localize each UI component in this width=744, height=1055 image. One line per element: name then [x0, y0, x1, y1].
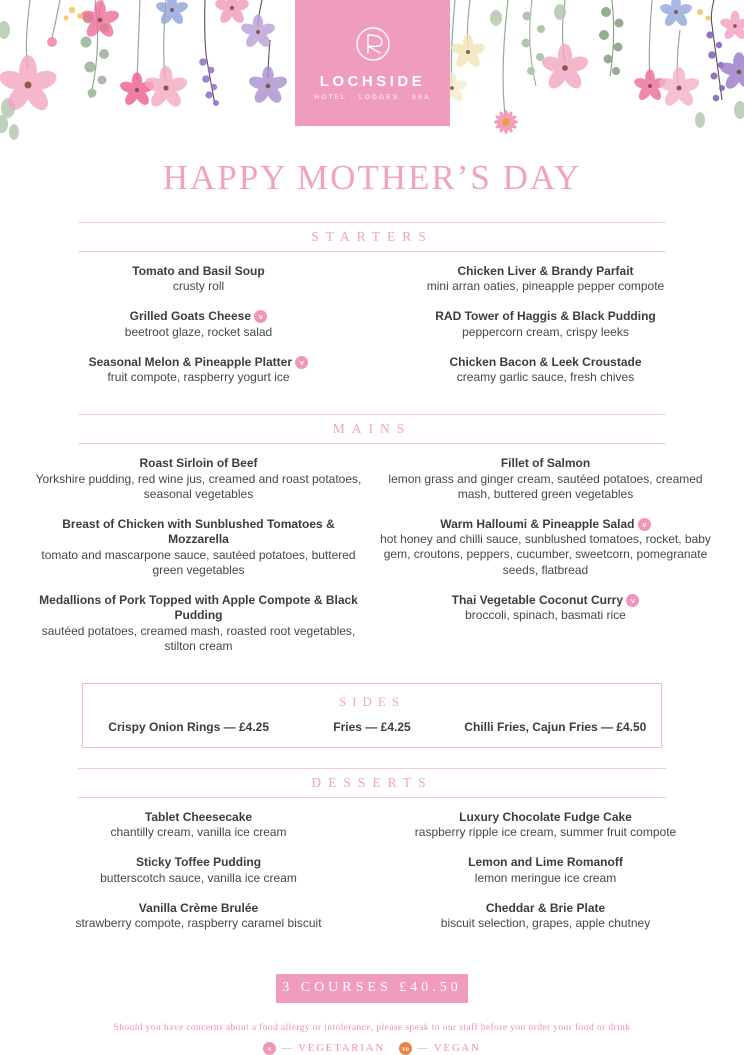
section-items-mains [32, 456, 712, 668]
menu-item-name: Vanilla Crème Brulée [138, 900, 259, 915]
menu-item [379, 456, 712, 502]
menu-item-description: broccoli, spinach, basmati rice [465, 608, 626, 623]
menu-item [379, 901, 712, 931]
side-item: Chilli Fries, Cajun Fries — £4.50 [464, 719, 647, 734]
sides-items [97, 720, 647, 734]
menu-item [379, 810, 712, 840]
menu-item-description: lemon meringue ice cream [474, 870, 617, 885]
side-item: Fries — £4.25 [333, 719, 411, 734]
menu-item [32, 264, 365, 294]
menu-column [379, 456, 712, 668]
legend-label: — VEGETARIAN [281, 1043, 386, 1055]
menu-item-description: Yorkshire pudding, red wine jus, creamed and roast potatoes, seasonal vegetables [35, 471, 362, 501]
menu-item [32, 309, 365, 339]
menu-column [379, 810, 712, 946]
dietary-legend [0, 1042, 744, 1055]
menu-item-name: Breast of Chicken with Sunblushed Tomatoes & Mozzarella [62, 516, 335, 547]
menu-item-description: mini arran oaties, pineapple pepper compote [426, 279, 665, 294]
menu-item-description: lemon grass and ginger cream, sautéed potatoes, creamed mash, buttered green vegetables [388, 471, 703, 501]
menu-item-name: Thai Vegetable Coconut Curry v [379, 593, 712, 608]
menu-item-name: Medallions of Pork Topped with Apple Compote & Black Pudding [39, 592, 358, 623]
section-desserts [32, 768, 712, 946]
section-starters [32, 222, 712, 400]
price-banner: 3 COURSES £40.50 [276, 974, 468, 1003]
menu-item-name: Luxury Chocolate Fudge Cake [459, 809, 632, 824]
menu-item-name: Fillet of Salmon [500, 456, 591, 471]
section-header-sides: SIDES [338, 693, 406, 709]
menu-item [379, 309, 712, 339]
menu-item [32, 855, 365, 885]
menu-item-name: Lemon and Lime Romanoff [468, 855, 623, 870]
menu-item-description: strawberry compote, raspberry caramel biscuit [75, 916, 322, 931]
badge-vegetarian-icon: v [254, 310, 267, 323]
section-mains [32, 414, 712, 668]
menu-item-description: butterscotch sauce, vanilla ice cream [100, 870, 297, 885]
brand-tagline: HOTEL · LODGES · SPA [314, 94, 431, 101]
menu-item [379, 264, 712, 294]
legend-entry [399, 1042, 481, 1055]
legend-label: — VEGAN [417, 1043, 481, 1055]
menu-column [32, 264, 365, 400]
menu-item-name: Roast Sirloin of Beef [139, 456, 258, 471]
section-header-desserts: DESSERTS [78, 768, 666, 798]
menu-item-name: RAD Tower of Haggis & Black Pudding [435, 309, 656, 324]
menu-item-name: Sticky Toffee Pudding [135, 855, 262, 870]
menu-column [379, 264, 712, 400]
badge-vegetarian-icon: v [295, 356, 308, 369]
menu-item-name: Seasonal Melon & Pineapple Platter v [32, 355, 365, 370]
menu-item [379, 593, 712, 623]
menu-item-name: Grilled Goats Cheese v [32, 309, 365, 324]
legend-entry [263, 1042, 385, 1055]
menu-item [32, 901, 365, 931]
menu-item-description: beetroot glaze, rocket salad [124, 324, 273, 339]
section-header-starters: STARTERS [78, 222, 666, 252]
menu-item-description: crusty roll [172, 279, 225, 294]
menu-item [32, 456, 365, 502]
menu-item-description: raspberry ripple ice cream, summer fruit compote [414, 825, 677, 840]
badge-vegetarian-icon: v [263, 1042, 276, 1055]
menu-item-description: tomato and mascarpone sauce, sautéed potatoes, buttered green vegetables [41, 547, 356, 577]
allergy-note: Should you have concerns about a food allergy or intolerance, please speak to our staff before you order your food or drink [113, 1023, 631, 1034]
menu-item-name: Tomato and Basil Soup [132, 264, 265, 278]
menu-item [379, 855, 712, 885]
section-items-desserts [32, 810, 712, 946]
menu-item-description: hot honey and chilli sauce, sunblushed tomatoes, rocket, baby gem, croutons, peppers, cucumber, sweetcorn, pomegranate seeds, flatbread [380, 532, 711, 577]
badge-vegetarian-icon: v [626, 594, 639, 607]
section-items-starters [32, 264, 712, 400]
menu-item [379, 355, 712, 385]
page-title: HAPPY MOTHER’S DAY [162, 158, 582, 197]
menu-item-description: creamy garlic sauce, fresh chives [456, 370, 635, 385]
menu-column [32, 810, 365, 946]
menu-item-description: biscuit selection, grapes, apple chutney [440, 916, 651, 931]
badge-vegan-icon: ve [399, 1042, 412, 1055]
menu-item-description: fruit compote, raspberry yogurt ice [107, 370, 290, 385]
menu-item [32, 593, 365, 654]
side-item: Crispy Onion Rings — £4.25 [108, 719, 270, 734]
menu-item-name: Chicken Liver & Brandy Parfait [457, 264, 634, 278]
menu-item [32, 810, 365, 840]
menu-item [379, 517, 712, 578]
menu-item-name: Warm Halloumi & Pineapple Salad v [379, 517, 712, 532]
menu-item [32, 355, 365, 385]
menu-item-description: peppercorn cream, crispy leeks [462, 324, 629, 339]
sides-box [82, 683, 662, 748]
menu-item-name: Tablet Cheesecake [144, 809, 253, 824]
badge-vegetarian-icon: v [638, 518, 651, 531]
menu-item-description: chantilly cream, vanilla ice cream [110, 825, 287, 840]
brand-name: LOCHSIDE [319, 73, 426, 90]
menu-item-description: sautéed potatoes, creamed mash, roasted root vegetables, stilton cream [41, 623, 356, 653]
menu-item-name: Chicken Bacon & Leek Croustade [449, 354, 642, 369]
menu-item [32, 517, 365, 578]
section-header-mains: MAINS [78, 414, 666, 444]
menu-item-name: Cheddar & Brie Plate [485, 900, 606, 915]
menu-column [32, 456, 365, 668]
